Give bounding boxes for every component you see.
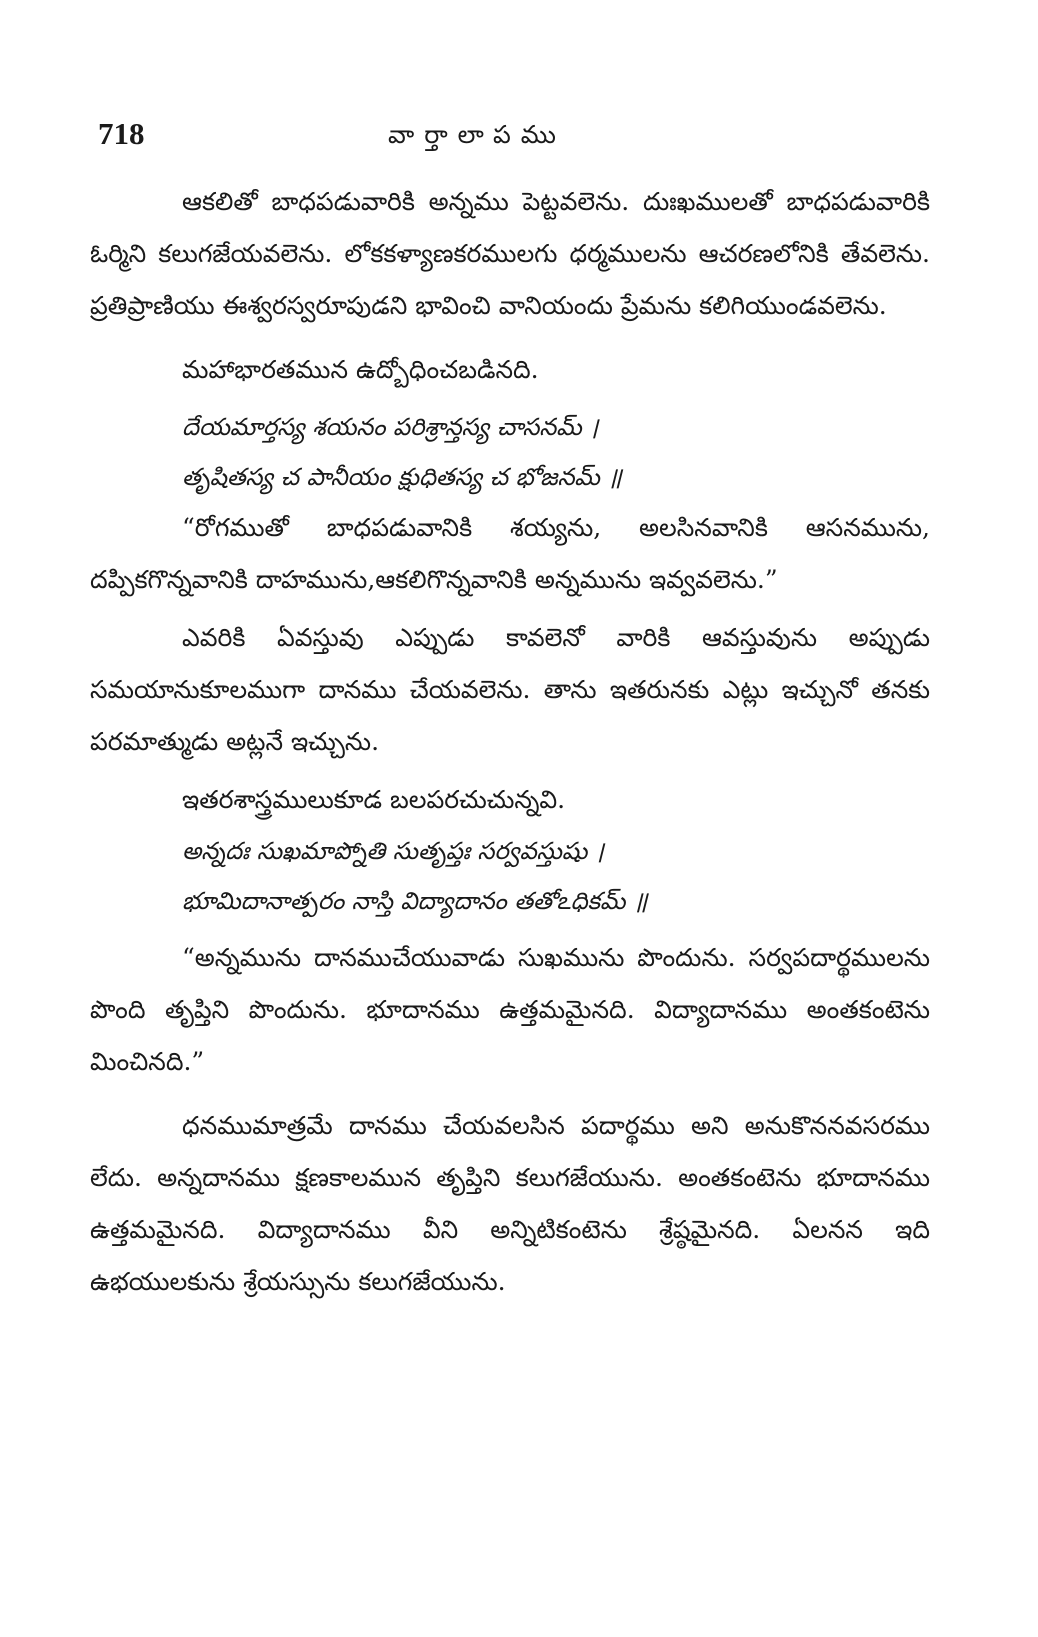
verse-1-line-2: తృషితస్య చ పానీయం క్షుధితస్య చ భోజనమ్ ॥ (182, 463, 622, 491)
page-header (98, 116, 928, 156)
paragraph-1: ఆకలితో బాధపడువారికి అన్నము పెట్టవలెను. దుఃఖములతో బాధపడువారికి ఓర్మిని కలుగజేయవలెను. లోకకళ్యాణకరములగు ధర్మములను ఆచరణలోనికి తేవలెను. ప్రతిప్రాణియు ఈశ్వరస్వరూపుడని భావించి వానియందు ప్రేమను కలిగియుండవలెను. (90, 187, 930, 320)
verse-2-line-1: అన్నదః సుఖమాప్నోతి సుతృప్తః సర్వవస్తుషు । (182, 837, 604, 865)
paragraph-7: ధనముమాత్రమే దానము చేయవలసిన పదార్థము అని అనుకొననవసరము లేదు. అన్నదానము క్షణకాలమున తృప్తిని కలుగజేయును. అంతకంటెను భూదానము ఉత్తమమైనది. విద్యాదానము వీని అన్నిటికంటెను శ్రేష్ఠమైనది. ఏలనన ఇది ఉభయులకును శ్రేయస్సును కలుగజేయును. (90, 1111, 930, 1296)
paragraph-5: ఇతరశాస్త్రములుకూడ బలపరచుచున్నవి. (182, 785, 566, 814)
paragraph-3: “రోగముతో బాధపడువానికి శయ్యను, అలసినవానికి ఆసనమును, దప్పికగొన్నవానికి దాహమును,ఆకలిగొన్నవానికి అన్నమును ఇవ్వవలెను.” (90, 513, 930, 594)
page-body (90, 176, 930, 1308)
paragraph-6: “అన్నమును దానముచేయువాడు సుఖమును పొందును. సర్వపదార్థములను పొంది తృప్తిని పొందును. భూదానము ఉత్తమమైనది. విద్యాదానము అంతకంటెను మించినది.” (90, 943, 930, 1076)
verse-1-line-1: దేయమార్తస్య శయనం పరిశ్రాన్తస్య చాసనమ్ । (182, 413, 599, 441)
page-number: 718 (98, 116, 145, 151)
running-title: వార్తాలాపము (388, 120, 566, 149)
paragraph-4: ఎవరికి ఏవస్తువు ఎప్పుడు కావలెనో వారికి ఆవస్తువును అప్పుడు సమయానుకూలముగా దానము చేయవలెను. తాను ఇతరునకు ఎట్లు ఇచ్చునో తనకు పరమాత్ముడు అట్లనే ఇచ్చును. (90, 623, 930, 756)
verse-2-line-2: భూమిదానాత్పరం నాస్తి విద్యాదానం తతోఽధికమ్ ॥ (182, 887, 648, 915)
paragraph-2: మహాభారతమున ఉద్బోధించబడినది. (182, 355, 539, 384)
